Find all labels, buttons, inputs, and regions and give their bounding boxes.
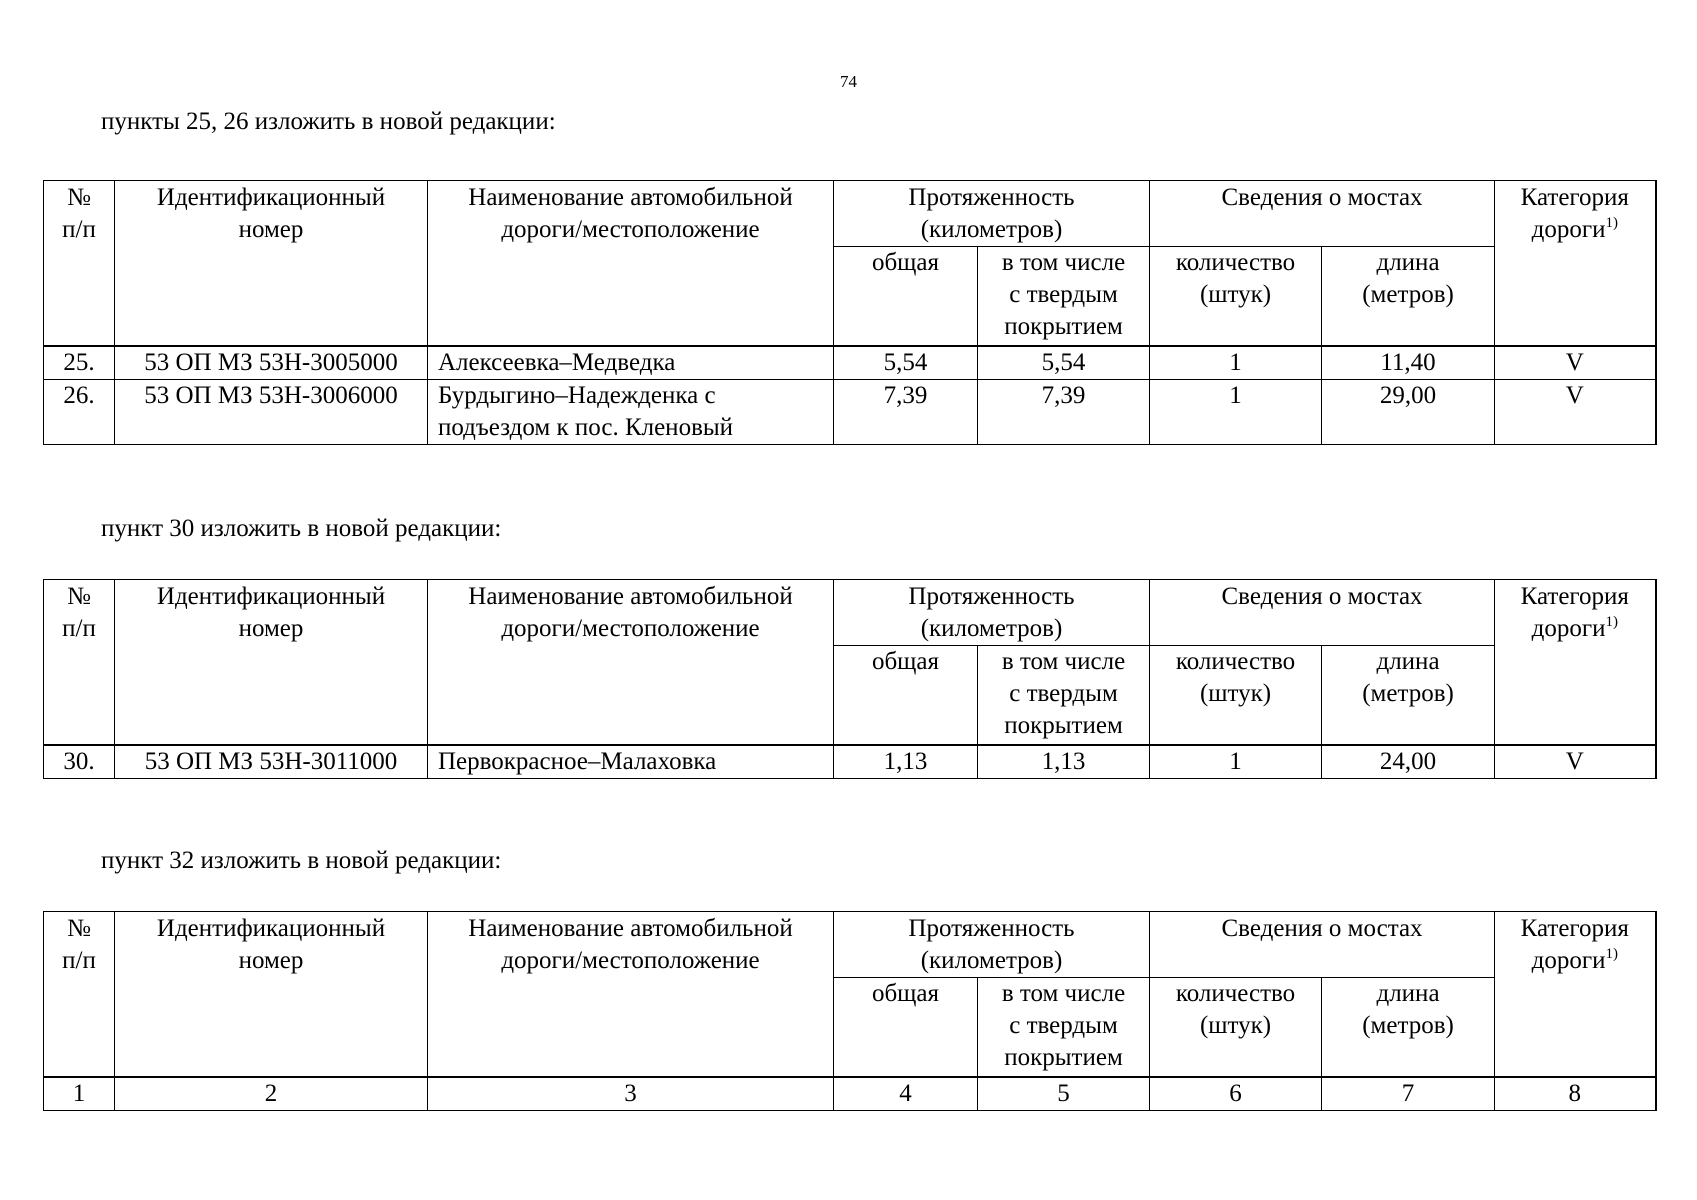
header-no: № п/п: [44, 580, 115, 746]
cell-no: 30.: [44, 745, 115, 779]
cell-paved: 5,54: [978, 346, 1150, 380]
cell-paved: 7,39: [978, 380, 1150, 445]
cell-category: V: [1495, 346, 1656, 380]
header-bridges-length: длина (метров): [1322, 978, 1495, 1078]
header-length-total: общая: [834, 247, 978, 347]
cell-bridge-length: 29,00: [1322, 380, 1495, 445]
header-category: Категория дороги$^{1)}$: [1495, 580, 1656, 746]
section-intro-3: пункт 32 изложить в новой редакции:: [101, 847, 502, 874]
table-row: [44, 745, 1656, 779]
header-length: Протяженность (километров): [834, 181, 1150, 247]
header-bridges: Сведения о мостах: [1150, 912, 1495, 978]
cell-id: 53 ОП МЗ 53Н-3006000: [115, 380, 428, 445]
cell-paved: 5: [978, 1077, 1150, 1111]
cell-name: Бурдыгино–Надежденка с подъездом к пос. Кленовый: [428, 380, 834, 445]
header-id: Идентификационный номер: [115, 181, 428, 347]
header-length-paved: в том числе с твердым покрытием: [978, 978, 1150, 1078]
table-row: [44, 380, 1656, 445]
road-table-3: [43, 911, 1657, 1111]
cell-no: 1: [44, 1077, 115, 1111]
header-bridges-count: количество (штук): [1150, 646, 1322, 746]
road-table-2: [43, 579, 1657, 779]
header-no: № п/п: [44, 912, 115, 1078]
header-no: № п/п: [44, 181, 115, 347]
table-row: [44, 346, 1656, 380]
header-name: Наименование автомобильной дороги/местоположение: [428, 181, 834, 347]
cell-paved: 1,13: [978, 745, 1150, 779]
header-name: Наименование автомобильной дороги/местоположение: [428, 580, 834, 746]
header-id: Идентификационный номер: [115, 912, 428, 1078]
cell-bridge-length: 24,00: [1322, 745, 1495, 779]
header-category: Категория дороги$^{1)}$: [1495, 181, 1656, 347]
header-bridges: Сведения о мостах: [1150, 181, 1495, 247]
header-length: Протяженность (километров): [834, 912, 1150, 978]
cell-bridge-length: 11,40: [1322, 346, 1495, 380]
cell-name: Первокрасное–Малаховка: [428, 745, 834, 779]
header-name: Наименование автомобильной дороги/местоположение: [428, 912, 834, 1078]
cell-total: 7,39: [834, 380, 978, 445]
cell-bridge-length: 7: [1322, 1077, 1495, 1111]
cell-bridge-count: 6: [1150, 1077, 1322, 1111]
cell-total: 4: [834, 1077, 978, 1111]
header-category: Категория дороги$^{1)}$: [1495, 912, 1656, 1078]
cell-bridge-count: 1: [1150, 346, 1322, 380]
cell-id: 53 ОП МЗ 53Н-3011000: [115, 745, 428, 779]
table-row-column-numbers: [44, 1077, 1656, 1111]
section-intro-1: пункты 25, 26 изложить в новой редакции:: [101, 108, 556, 135]
cell-no: 26.: [44, 380, 115, 445]
section-intro-2: пункт 30 изложить в новой редакции:: [101, 515, 502, 542]
cell-no: 25.: [44, 346, 115, 380]
header-bridges-length: длина (метров): [1322, 646, 1495, 746]
cell-name: 3: [428, 1077, 834, 1111]
header-length-total: общая: [834, 646, 978, 746]
cell-category: 8: [1495, 1077, 1656, 1111]
cell-name: Алексеевка–Медведка: [428, 346, 834, 380]
header-length-paved: в том числе с твердым покрытием: [978, 247, 1150, 347]
header-bridges-count: количество (штук): [1150, 978, 1322, 1078]
page-number: 74: [840, 72, 857, 91]
cell-id: 53 ОП МЗ 53Н-3005000: [115, 346, 428, 380]
header-length-total: общая: [834, 978, 978, 1078]
header-bridges-count: количество (штук): [1150, 247, 1322, 347]
cell-total: 1,13: [834, 745, 978, 779]
cell-id: 2: [115, 1077, 428, 1111]
cell-bridge-count: 1: [1150, 380, 1322, 445]
header-bridges: Сведения о мостах: [1150, 580, 1495, 646]
header-bridges-length: длина (метров): [1322, 247, 1495, 347]
header-id: Идентификационный номер: [115, 580, 428, 746]
cell-category: V: [1495, 745, 1656, 779]
cell-bridge-count: 1: [1150, 745, 1322, 779]
header-length-paved: в том числе с твердым покрытием: [978, 646, 1150, 746]
header-length: Протяженность (километров): [834, 580, 1150, 646]
road-table-1: [43, 180, 1657, 445]
cell-category: V: [1495, 380, 1656, 445]
cell-total: 5,54: [834, 346, 978, 380]
